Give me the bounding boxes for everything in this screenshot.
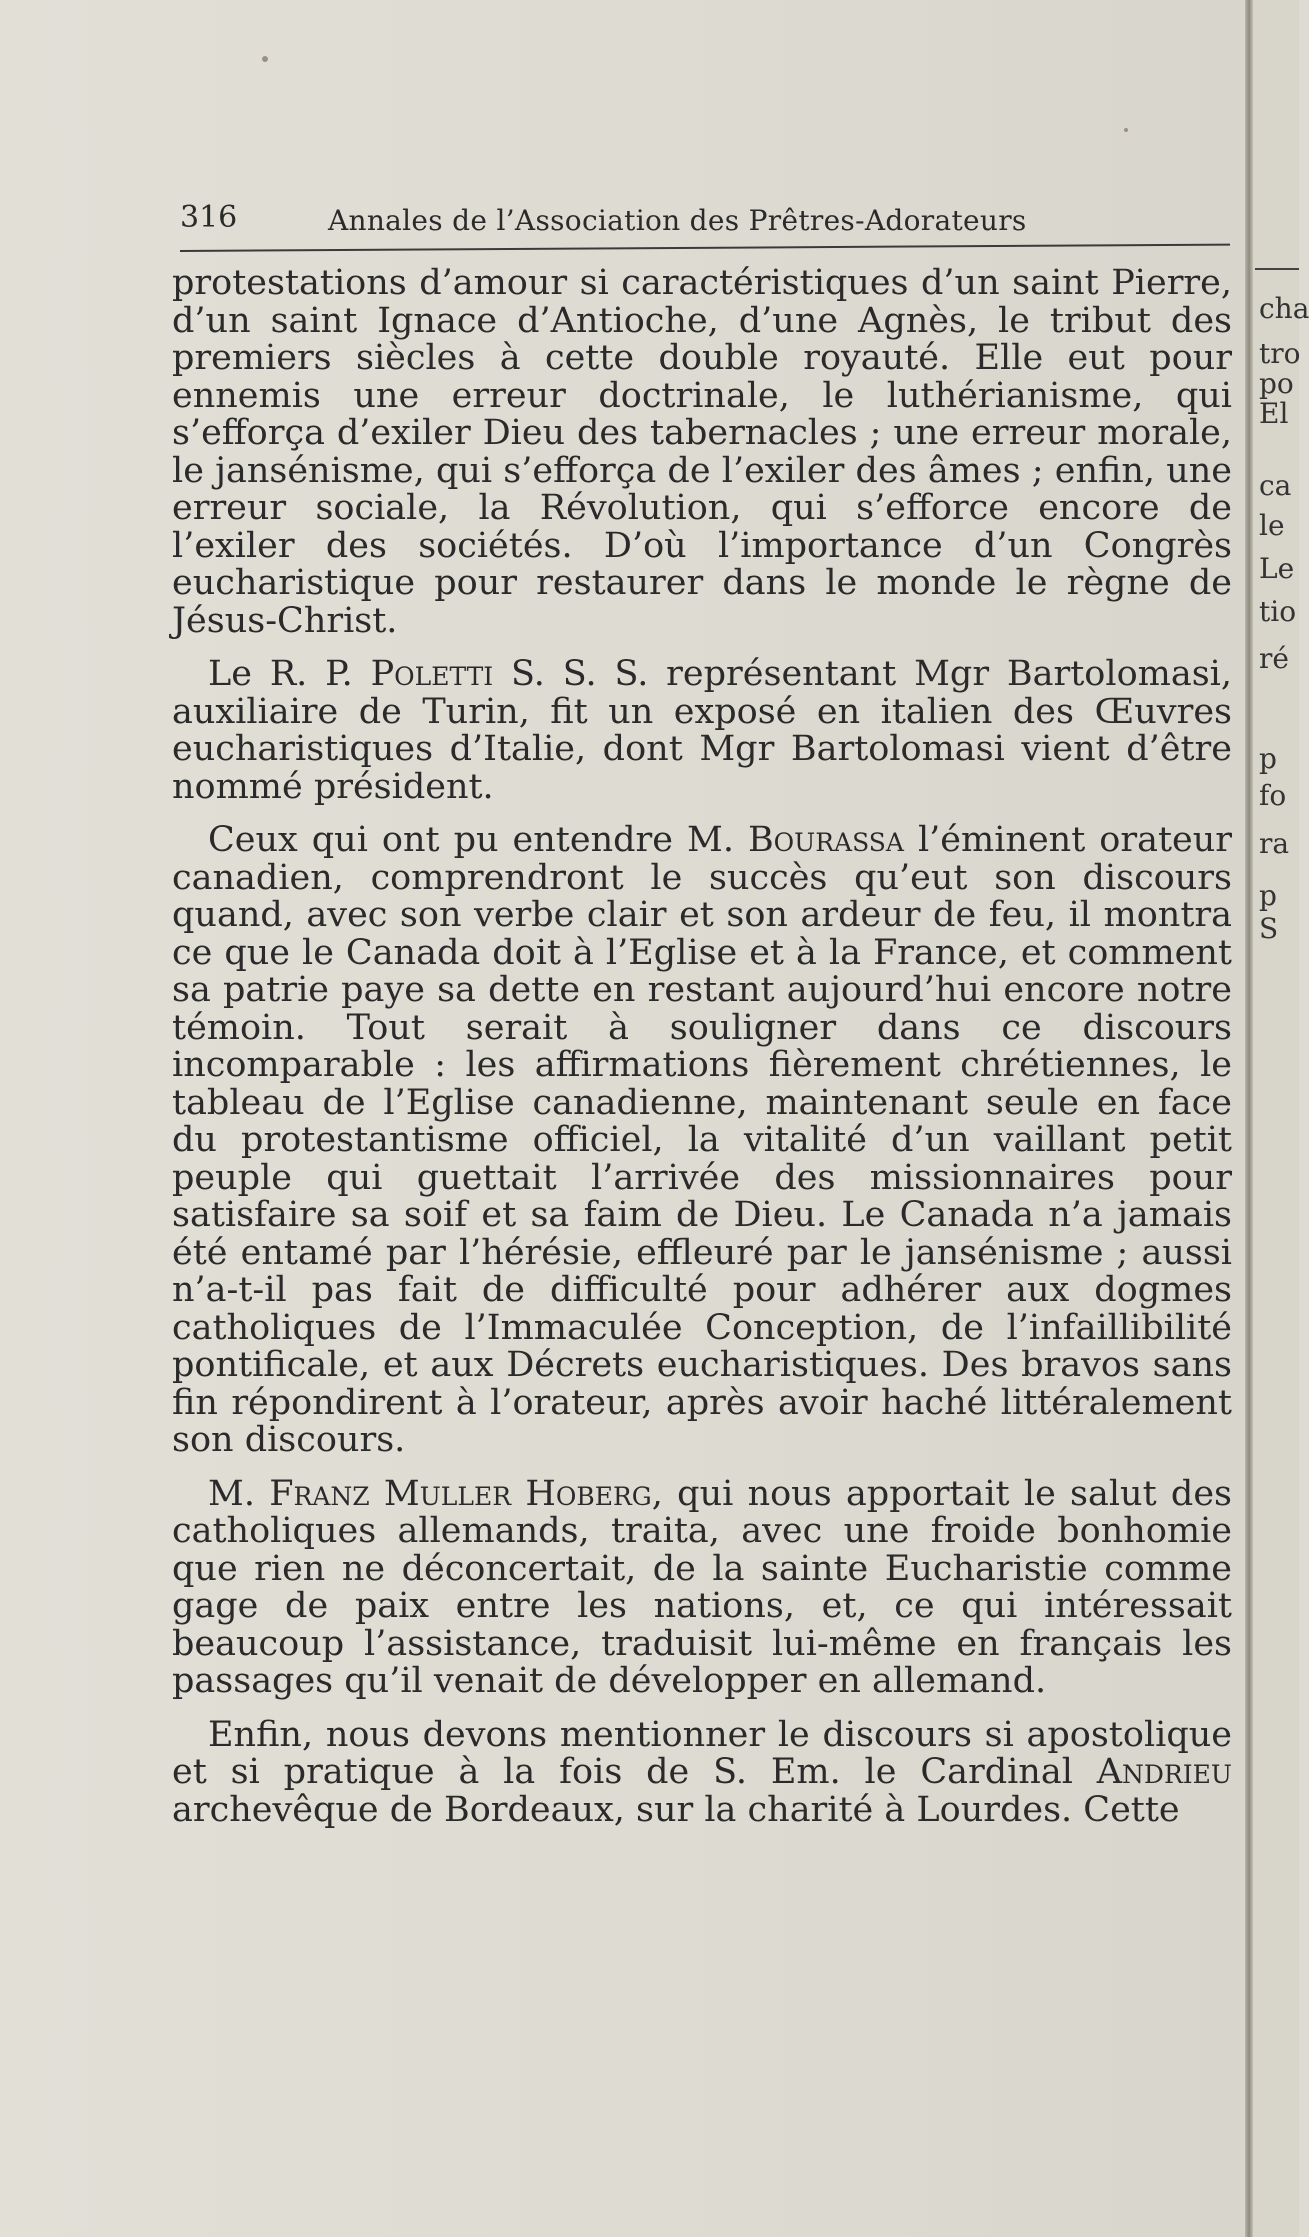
facing-page-fragment: po: [1259, 367, 1294, 400]
facing-page-fragment: Le: [1259, 552, 1295, 585]
facing-page-fragment: tro: [1259, 337, 1301, 370]
facing-page-fragment: tio: [1259, 595, 1297, 628]
facing-page-rule: [1255, 268, 1299, 270]
facing-page-fragment: fo: [1259, 779, 1287, 812]
facing-page-fragment: El: [1259, 397, 1289, 430]
person-name: Franz Muller Hoberg: [269, 1473, 652, 1514]
paragraph: [172, 656, 1232, 806]
facing-page-fragment: p: [1259, 742, 1277, 775]
paragraph-text: M.: [208, 1473, 270, 1514]
paper-speck: [262, 56, 268, 62]
facing-page-fragment: S: [1259, 912, 1279, 945]
paragraph: [172, 1473, 1233, 1701]
body-text: [172, 265, 1232, 1829]
page-header: [180, 200, 1240, 250]
person-name: Poletti: [370, 654, 494, 694]
paragraph: [172, 265, 1232, 640]
book-gutter: [1245, 0, 1253, 2237]
paragraph: [172, 822, 1232, 1460]
running-title: Annales de l’Association des Prêtres-Adorateurs: [328, 204, 1027, 237]
page-number: 316: [180, 200, 238, 235]
facing-page-fragment: le: [1259, 509, 1285, 542]
person-name: Bourassa: [747, 820, 904, 860]
facing-page-fragment: ca: [1259, 469, 1292, 502]
paper-speck: [1124, 128, 1128, 132]
paragraph: [172, 1714, 1232, 1830]
paragraph-text: Le R. P.: [208, 654, 371, 694]
facing-page-fragment: ré: [1259, 642, 1289, 675]
paragraph-text: archevêque de Bordeaux, sur la charité à Lourdes. Cette: [172, 1789, 1180, 1830]
facing-page-fragment: cha: [1259, 292, 1309, 325]
paragraph-text: l’éminent orateur canadien, comprendront le succès qu’eut son discours quand, avec son verbe clair et son ardeur de feu, il montra ce que le Canada doit à l’Eglise et à la France, et comment sa patrie paye sa dette en restant aujourd’hui encore notre témoin. Tout serait à souligner dans ce discours incomparable : les affirmations fièrement chrétiennes, le tableau de l’Eglise canadienne, maintenant seule en face du protestantisme officiel, la vitalité d’un vaillant petit peuple qui guettait l’arrivée des missionnaires pour satisfaire sa soif et sa faim de Dieu. Le Canada n’a jamais été entamé par l’hérésie, effleuré par le jansénisme ; aussi n’a-t-il pas fait de difficulté pour adhérer aux dogmes catholiques de l’Immaculée Conception, de l’infaillibilité pontificale, et aux Décrets eucharistiques. Des bravos sans fin répondirent à l’orateur, après avoir haché littéralement son discours.: [172, 820, 1232, 1460]
paragraph-text: protestations d’amour si caractéristiques d’un saint Pierre, d’un saint Ignace d’Antioche, d’une Agnès, le tribut des premiers siècles à cette double royauté. Elle eut pour ennemis une erreur doctrinale, le luthérianisme, qui s’efforça d’exiler Dieu des tabernacles ; une erreur morale, le jansénisme, qui s’efforça de l’exiler des âmes ; enfin, une erreur sociale, la Révolution, qui s’efforce encore de l’exiler des sociétés. D’où l’importance d’un Congrès eucharistique pour restaurer dans le monde le règne de Jésus-Christ.: [172, 263, 1232, 641]
paragraph-text: Ceux qui ont pu entendre M.: [208, 820, 748, 860]
paragraph-text: Enfin, nous devons mentionner le discours si apostolique et si pratique à la fois de S. Em. le Cardinal: [172, 1714, 1232, 1792]
facing-page-fragment: ra: [1259, 827, 1290, 860]
person-name: Andrieu: [1096, 1752, 1232, 1792]
facing-page-edge: [1253, 0, 1309, 2237]
facing-page-fragment: p: [1259, 879, 1277, 912]
paragraph-text: S. S. S. représentant Mgr Bartolomasi, auxiliaire de Turin, fit un exposé en italien des Œuvres eucharistiques d’Italie, dont Mgr Bartolomasi vient d’être nommé président.: [172, 654, 1232, 807]
paragraph-text: , qui nous apportait le salut des catholiques allemands, traita, avec une froide bonhomie que rien ne déconcertait, de la sainte Eucharistie comme gage de paix entre les nations, et, ce qui intéressait beaucoup l’assistance, traduisit lui-même en français les passages qu’il venait de développer en allemand.: [172, 1473, 1233, 1701]
